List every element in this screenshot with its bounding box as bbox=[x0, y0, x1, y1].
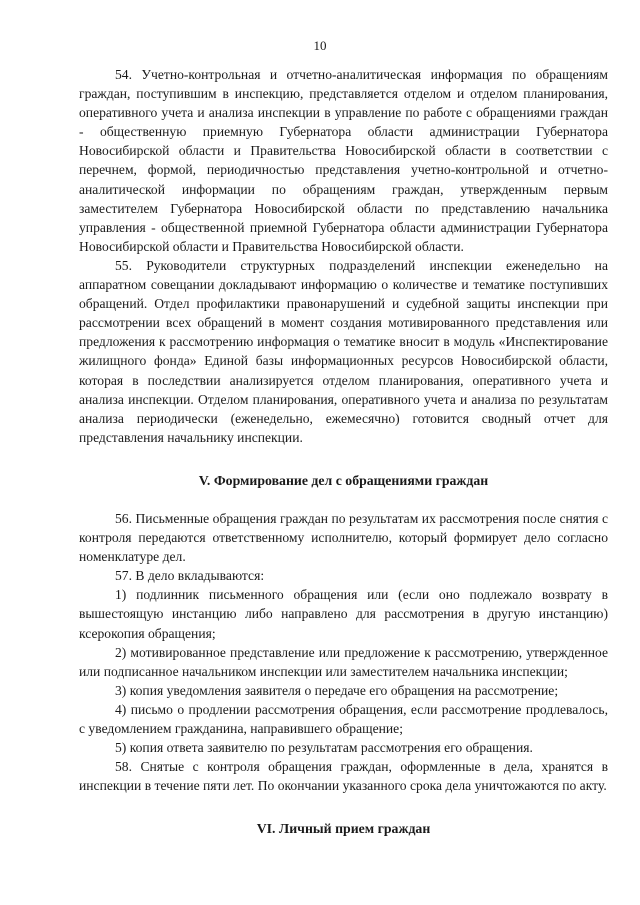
list-item-5: 5) копия ответа заявителю по результатам рассмотрения его обращения. bbox=[115, 740, 533, 756]
page-number: 10 bbox=[313, 38, 327, 53]
list-item-3: 3) копия уведомления заявителя о передаче его обращения на рассмотрение; bbox=[115, 682, 559, 698]
paragraph-54: 54. Учетно-контрольная и отчетно-аналитическая информация по обращениям граждан, поступившим в инспекцию, представляется отделом и отделом планирования, оперативного учета и анализа инспекции в управление по работе с обращениями граждан - общественную приемную Губернатора области администрации Губернатора Новосибирской области и Правительства Новосибирской области в соответствии с перечнем, формой, периодичностью представления учетно-контрольной и отчетно-аналитической информации по обращениям граждан, утвержденным первым заместителем Губернатора Новосибирской области по представлению начальника управления - общественной приемной Губернатора области администрации Губернатора Новосибирской области и Правительства Новосибирской области. bbox=[79, 67, 608, 254]
paragraph-56: 56. Письменные обращения граждан по результатам их рассмотрения после снятия с контроля передаются ответственному исполнителю, который формирует дело согласно номенклатуре дел. bbox=[79, 510, 608, 565]
section-heading-5: V. Формирование дел с обращениями граждан bbox=[198, 472, 489, 488]
paragraph-58: 58. Снятые с контроля обращения граждан, оформленные в дела, хранятся в инспекции в течение пяти лет. По окончании указанного срока дела уничтожаются по акту. bbox=[79, 759, 608, 794]
list-item-2: 2) мотивированное представление или предложение к рассмотрению, утвержденное или подписанное начальником инспекции или заместителем начальника инспекции; bbox=[79, 644, 608, 679]
list-item-4: 4) письмо о продлении рассмотрения обращения, если рассмотрение продлевалось, с уведомлением гражданина, направившего обращение; bbox=[79, 701, 608, 736]
document-body bbox=[79, 65, 608, 857]
list-item-1: 1) подлинник письменного обращения или (если оно подлежало возврату в вышестоящую инстанцию либо направлено для рассмотрения в другую инстанцию) ксерокопия обращения; bbox=[79, 587, 608, 641]
paragraph-57: 57. В дело вкладываются: bbox=[115, 568, 265, 584]
section-heading-6: VI. Личный прием граждан bbox=[256, 821, 431, 837]
paragraph-55: 55. Руководители структурных подразделений инспекции еженедельно на аппаратном совещании докладывают информацию о количестве и тематике поступивших обращений. Отдел профилактики правонарушений и судебной защиты инспекции при рассмотрении всех обращений в момент создания мотивированного представления или предложения к рассмотрению информация о тематике вносит в модуль «Инспектирование жилищного фонда» Единой базы информационных ресурсов Новосибирской области, которая в последствии анализируется отделом планирования, оперативного учета и анализа инспекции. Отделом планирования, оперативного учета и анализа по результатам анализа периодически (еженедельно, ежемесячно) готовится сводный отчет для представления начальнику инспекции. bbox=[79, 257, 608, 445]
